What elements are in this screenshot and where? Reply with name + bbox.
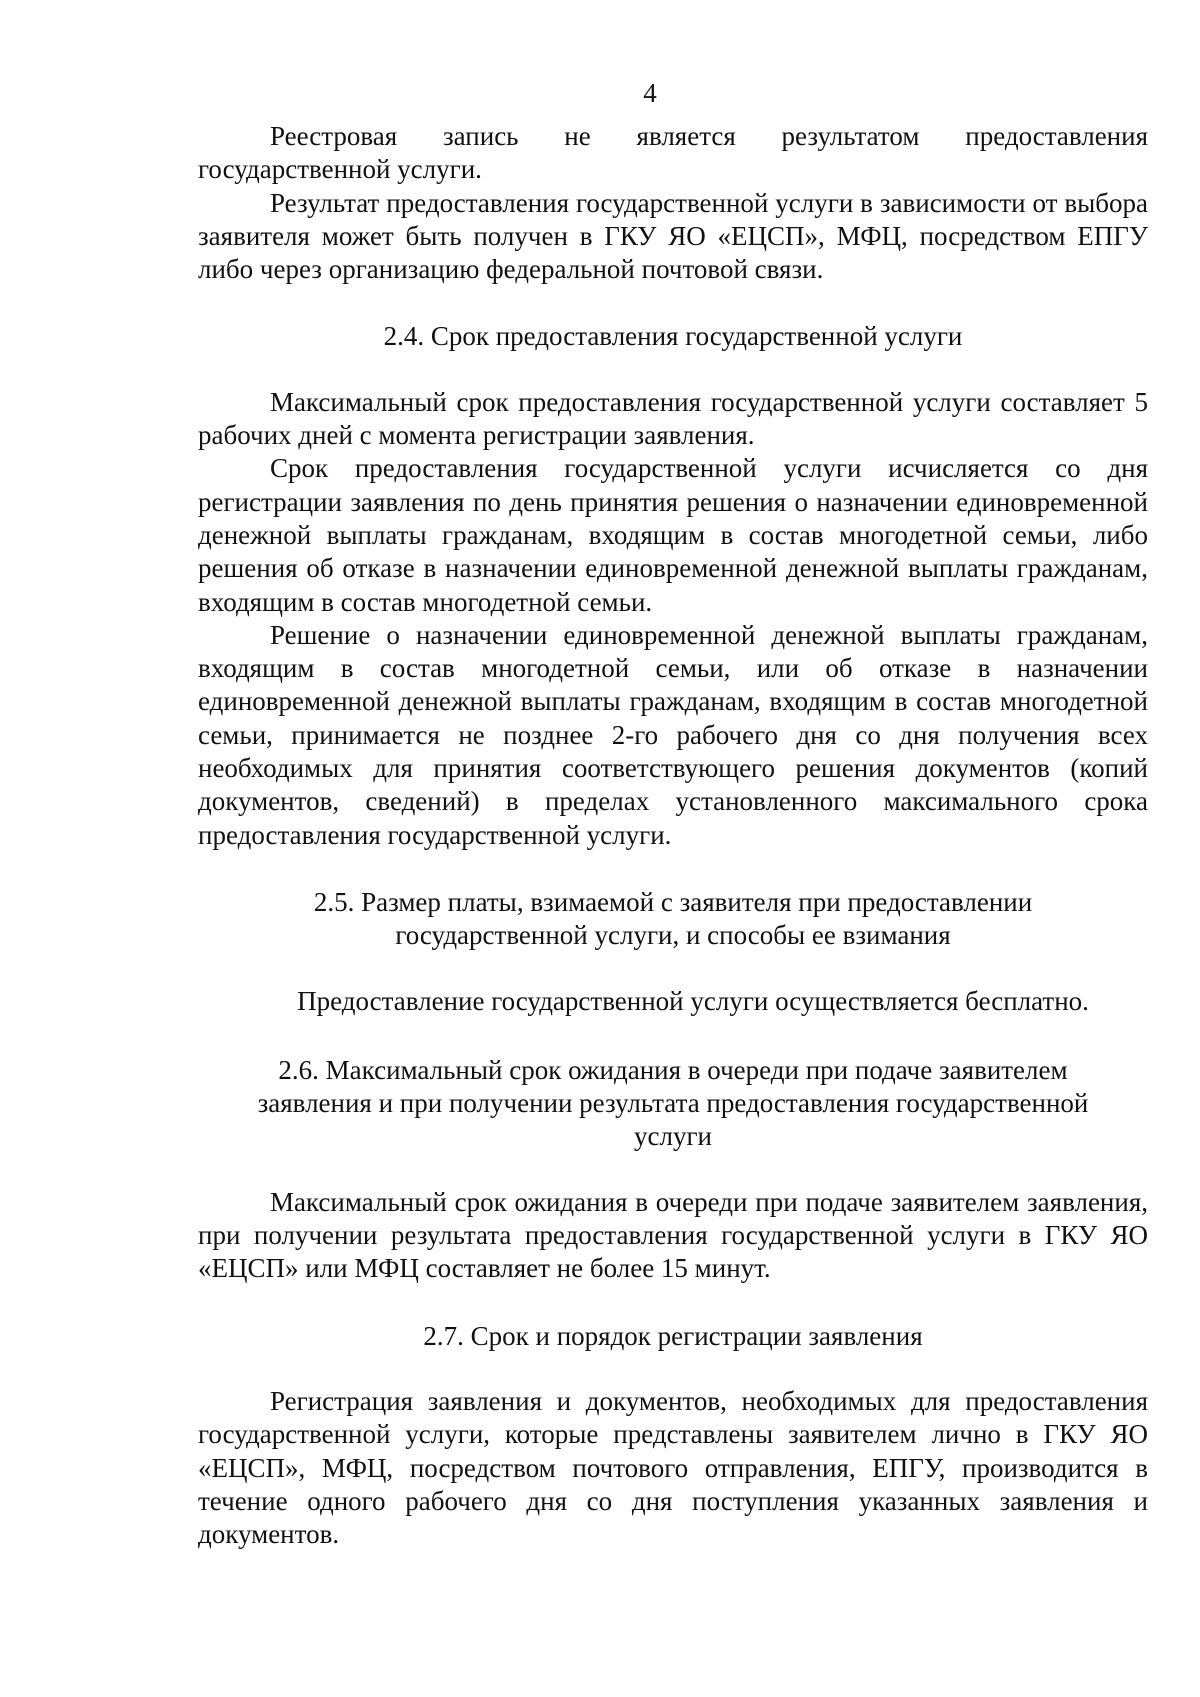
paragraph-registration-procedure: Регистрация заявления и документов, необходимых для предоставления государственной услуги, которые представлены заявителем лично в ГКУ ЯО «ЕЦСП», МФЦ, посредством почтового отправления, ЕПГУ, производится в течение одного рабочего дня со дня поступления указанных заявления и документов. <box>198 1385 1148 1550</box>
paragraph-free-of-charge: Предоставление государственной услуги осуществляется бесплатно. <box>297 985 1089 1016</box>
document-body <box>198 120 1148 1551</box>
page-number: 4 <box>643 78 657 108</box>
section-heading-2-4: 2.4. Срок предоставления государственной услуги <box>383 321 963 352</box>
paragraph-result-delivery: Результат предоставления государственной услуги в зависимости от выбора заявителя может быть получен в ГКУ ЯО «ЕЦСП», МФЦ, посредством ЕПГУ либо через организацию федеральной почтовой связи. <box>198 187 1148 285</box>
section-heading-2-7: 2.7. Срок и порядок регистрации заявления <box>423 1320 923 1351</box>
paragraph-term-calculation: Срок предоставления государственной услуги исчисляется со дня регистрации заявления по день принятия решения о назначении единовременной денежной выплаты гражданам, входящим в состав многодетной семьи, либо решения об отказе в назначении единовременной денежной выплаты гражданам, входящим в состав многодетной семьи. <box>198 453 1148 617</box>
paragraph-queue-wait: Максимальный срок ожидания в очереди при подаче заявителем заявления, при получении результата предоставления государственной услуги в ГКУ ЯО «ЕЦСП» или МФЦ составляет не более 15 минут. <box>198 1186 1148 1284</box>
section-heading-2-5: 2.5. Размер платы, взимаемой с заявителя при предоставлении государственной услуги, и способы ее взимания <box>313 886 1033 951</box>
paragraph-decision-deadline: Решение о назначении единовременной денежной выплаты гражданам, входящим в состав многодетной семьи, или об отказе в назначении единовременной денежной выплаты гражданам, входящим в состав многодетной семьи, принимается не позднее 2-го рабочего дня со дня получения всех необходимых для принятия соответствующего решения документов (копий документов, сведений) в пределах установленного максимального срока предоставления государственной услуги. <box>198 619 1148 850</box>
section-heading-2-6: 2.6. Максимальный срок ожидания в очереди при подаче заявителем заявления и при получении результата предоставления государственной услуги <box>257 1054 1089 1152</box>
paragraph-max-term: Максимальный срок предоставления государственной услуги составляет 5 рабочих дней с момента регистрации заявления. <box>198 386 1148 451</box>
paragraph-registry-entry: Реестровая запись не является результатом предоставления государственной услуги. <box>198 121 1148 185</box>
